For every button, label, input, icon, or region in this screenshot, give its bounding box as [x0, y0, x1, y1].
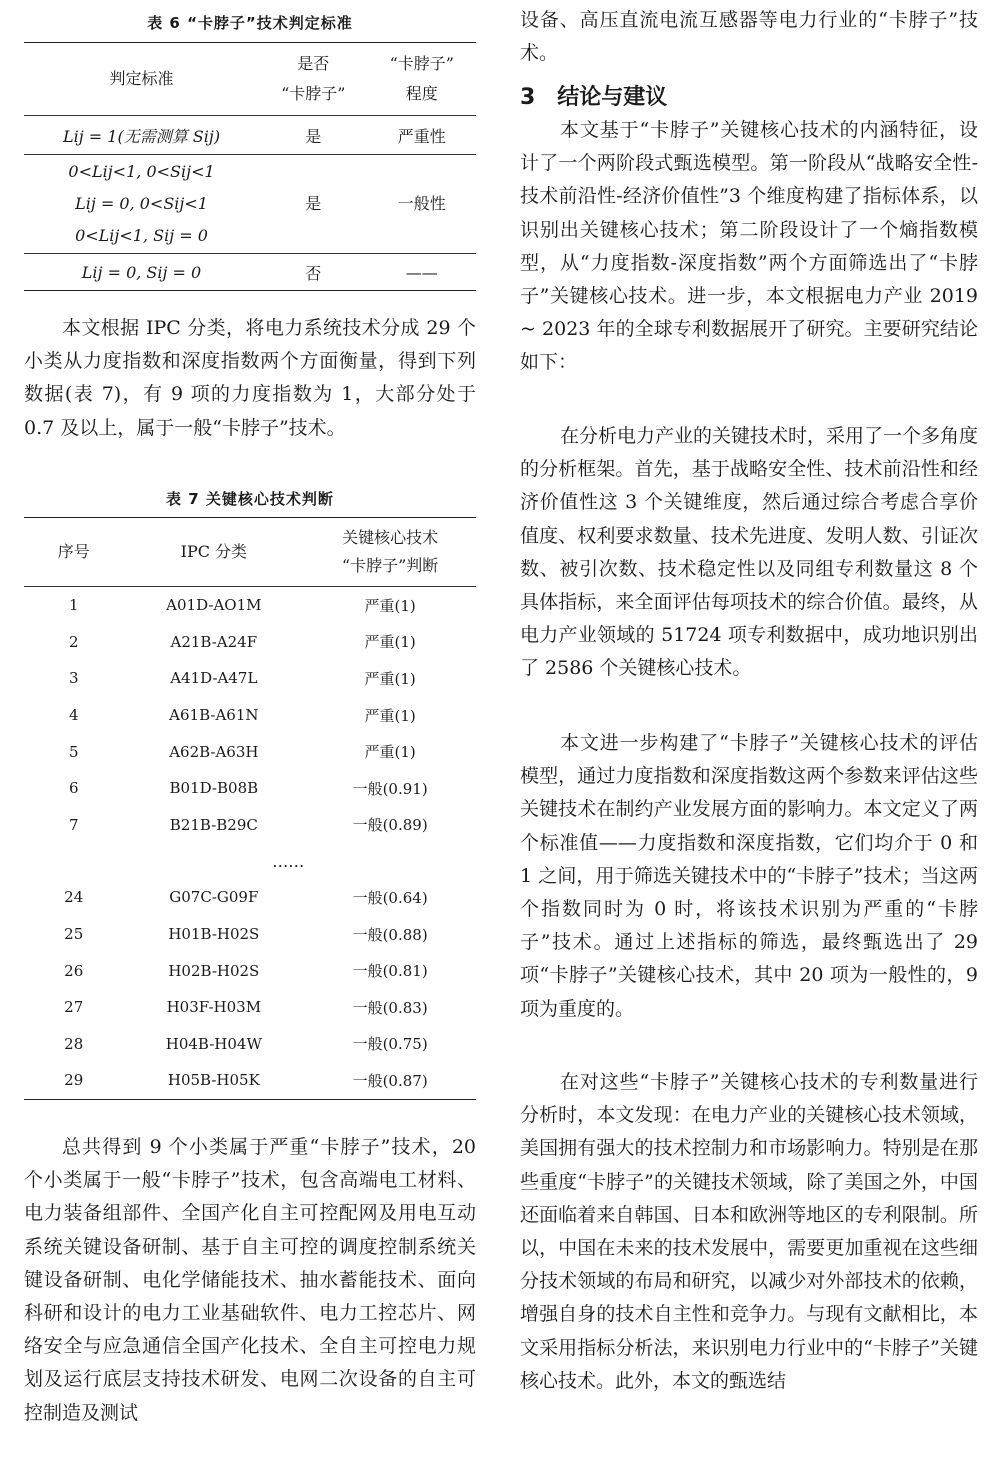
- table-row: [24, 587, 476, 624]
- right-paragraph-3: 本文进一步构建了“卡脖子”关键核心技术的评估模型，通过力度指数和深度指数这两个参数来评估这些关键技术在制约产业发展方面的影响力。本文定义了两个标准值——力度指数和深度指数，它们均介于 0 和 1 之间，用于筛选关键技术中的“卡脖子”技术；当这两个指数同时为 0 时，将该技术识别为严重的“卡脖子”技术。通过上述指标的筛选，最终甄选出了 29 项“卡脖子”关键核心技术，其中 20 项为一般性的，9 项为重度的。: [520, 732, 978, 1020]
- table7-cell-no: 25: [64, 925, 84, 944]
- table-row: [24, 733, 476, 770]
- table7-cell-no: 29: [64, 1071, 84, 1090]
- table7-caption: 表 7 关键核心技术判断: [166, 490, 334, 508]
- table7-header-row: [24, 518, 476, 587]
- table7-cell-no: 5: [68, 742, 79, 761]
- table7-cell-judge: 严重(1): [364, 669, 416, 688]
- table7-header-no: 序号: [24, 518, 123, 587]
- table7-header-judge: 关键核心技术 “卡脖子”判断: [304, 518, 476, 587]
- table7-empty-cell: [24, 843, 123, 879]
- table-row: [24, 254, 476, 291]
- table-row: [24, 1026, 476, 1063]
- table7-cell-no: 27: [64, 998, 84, 1017]
- table7: [24, 517, 476, 1100]
- table6-header-degree: “卡脖子” 程度: [368, 43, 476, 116]
- table7-empty-cell: [304, 843, 476, 879]
- table7-cell-judge: 一般(0.75): [352, 1035, 428, 1054]
- table7-cell-ipc: A01D-AO1M: [166, 596, 262, 615]
- right-paragraph-1: 本文基于“卡脖子”关键核心技术的内涵特征，设计了一个两阶段式甄选模型。第一阶段从“战略安全性-技术前沿性-经济价值性”3 个维度构建了指标体系，以识别出关键核心技术；第二阶段设计了一个熵指数模型，从“力度指数-深度指数”两个方面筛选出了“卡脖子”关键核心技术。进一步，本文根据电力产业 2019 ~ 2023 年的全球专利数据展开了研究。主要研究结论如下：: [520, 119, 978, 374]
- table-row: [24, 697, 476, 734]
- table7-cell-no: 7: [68, 815, 79, 834]
- table-row: [24, 952, 476, 989]
- table6-degree: 一般性: [368, 155, 476, 254]
- table7-cell-judge: 严重(1): [364, 706, 416, 725]
- table6-header-row: [24, 43, 476, 116]
- table7-cell-ipc: H04B-H04W: [165, 1034, 262, 1053]
- table7-cell-no: 2: [68, 632, 79, 651]
- table6-header-criteria: 判定标准: [24, 43, 259, 116]
- table7-cell-ipc: A61B-A61N: [169, 706, 259, 725]
- table-row: [24, 770, 476, 807]
- table7-cell-no: 4: [68, 706, 79, 725]
- table7-cell-ipc: H05B-H05K: [167, 1071, 260, 1090]
- right-paragraph-2: 在分析电力产业的关键技术时，采用了一个多角度的分析框架。首先，基于战略安全性、技术前沿性和经济价值性这 3 个关键维度，然后通过综合考虑合享价值度、权利要求数量、技术先进度、发明人数、引证次数、被引次数、技术稳定性以及同组专利数量这 8 个具体指标，来全面评估每项技术的综合价值。最终，从电力产业领域的 51724 项专利数据中，成功地识别出了 2586 个关键核心技术。: [520, 425, 979, 680]
- table6-criteria: [24, 155, 259, 254]
- table6-header-is: 是否 “卡脖子”: [259, 43, 367, 116]
- table-row: [24, 807, 476, 844]
- table-row: [24, 916, 476, 953]
- table7-ellipsis: ……: [272, 851, 305, 871]
- table7-cell-judge: 一般(0.91): [352, 779, 428, 798]
- table7-cell-ipc: B01D-B08B: [169, 779, 259, 798]
- table7-cell-judge: 一般(0.81): [352, 962, 428, 981]
- table7-cell-ipc: B21B-B29C: [169, 815, 258, 834]
- table7-cell-judge: 严重(1): [364, 596, 416, 615]
- table-row: [24, 155, 476, 254]
- right-paragraph-4: 在对这些“卡脖子”关键核心技术的专利数量进行分析时，本文发现：在电力产业的关键核心技术领域，美国拥有强大的技术控制力和市场影响力。特别是在那些重度“卡脖子”的关键技术领域，除了美国之外，中国还面临着来自韩国、日本和欧洲等地区的专利限制。所以，中国在未来的技术发展中，需要更加重视在这些细分技术领域的布局和研究，以减少对外部技术的依赖，增强自身的技术自主性和竞争力。与现有文献相比，本文采用指标分析法，来识别电力行业中的“卡脖子”关键核心技术。此外，本文的甄选结: [520, 1071, 978, 1392]
- table7-cell-judge: 一般(0.83): [352, 998, 428, 1017]
- table6-is: 是: [259, 116, 367, 155]
- table6-is: 否: [305, 263, 322, 283]
- table7-cell-judge: 严重(1): [364, 743, 416, 762]
- table6-criteria-line: 0<Lij<1, 0<Sij<1: [68, 162, 215, 181]
- table6-criteria-line: Lij = 0, 0<Sij<1: [75, 194, 208, 213]
- table7-cell-no: 6: [68, 779, 79, 798]
- table7-cell-ipc: A41D-A47L: [170, 669, 258, 688]
- table6-degree: ——: [405, 262, 438, 282]
- section-heading: 3 结论与建议: [520, 85, 668, 110]
- table7-cell-ipc: G07C-G09F: [169, 888, 259, 907]
- table7-cell-no: 26: [64, 961, 84, 980]
- table7-cell-ipc: H02B-H02S: [168, 961, 260, 980]
- table-row: [24, 1062, 476, 1099]
- table7-cell-ipc: A62B-A63H: [169, 742, 259, 761]
- table6: [24, 42, 476, 291]
- table7-cell-judge: 一般(0.64): [352, 888, 428, 907]
- table7-header-ipc: IPC 分类: [123, 518, 304, 587]
- table7-cell-no: 1: [68, 596, 79, 615]
- table7-cell-no: 28: [64, 1034, 84, 1053]
- table7-cell-no: 3: [68, 669, 79, 688]
- right-continuation: 设备、高压直流电流互感器等电力行业的“卡脖子”技术。: [520, 9, 978, 65]
- table7-cell-judge: 严重(1): [364, 633, 416, 652]
- table7-cell-ipc: A21B-A24F: [170, 632, 258, 651]
- table7-cell-judge: 一般(0.87): [352, 1071, 428, 1090]
- table6-is: 是: [259, 155, 367, 254]
- table-row: [24, 879, 476, 916]
- table7-cell-judge: 一般(0.89): [352, 816, 428, 835]
- table7-cell-ipc: H03F-H03M: [166, 998, 262, 1017]
- table-row: [24, 660, 476, 697]
- table6-caption: 表 6 “卡脖子”技术判定标准: [147, 14, 353, 32]
- table6-degree: 严重性: [368, 116, 476, 155]
- table7-cell-judge: 一般(0.88): [352, 925, 428, 944]
- table6-criteria: Lij = 0, Sij = 0: [81, 262, 202, 282]
- left-paragraph-2: 总共得到 9 个小类属于严重“卡脖子”技术，20 个小类属于一般“卡脖子”技术，包含高端电工材料、电力装备组部件、全国产化自主可控配网及用电互动系统关键设备研制、基于自主可控的调度控制系统关键设备研制、电化学储能技术、抽水蓄能技术、面向科研和设计的电力工业基础软件、电力工控芯片、网络安全与应急通信全国产化技术、全自主可控电力规划及运行底层支持技术研发、电网二次设备的自主可控制造及测试: [24, 1136, 476, 1424]
- table7-ellipsis-row: [24, 843, 476, 879]
- table-row: [24, 624, 476, 661]
- table6-criteria-line: 0<Lij<1, Sij = 0: [75, 226, 208, 245]
- table6-criteria: Lij = 1(无需测算 Sij): [24, 116, 259, 155]
- left-paragraph-1: 本文根据 IPC 分类，将电力系统技术分成 29 个小类从力度指数和深度指数两个方面衡量，得到下列数据(表 7)，有 9 项的力度指数为 1，大部分处于 0.7 及以上，属于一般“卡脖子”技术。: [24, 317, 476, 439]
- table-row: [24, 989, 476, 1026]
- table-row: [24, 116, 476, 155]
- table7-cell-no: 24: [64, 888, 84, 907]
- table7-cell-ipc: H01B-H02S: [168, 925, 260, 944]
